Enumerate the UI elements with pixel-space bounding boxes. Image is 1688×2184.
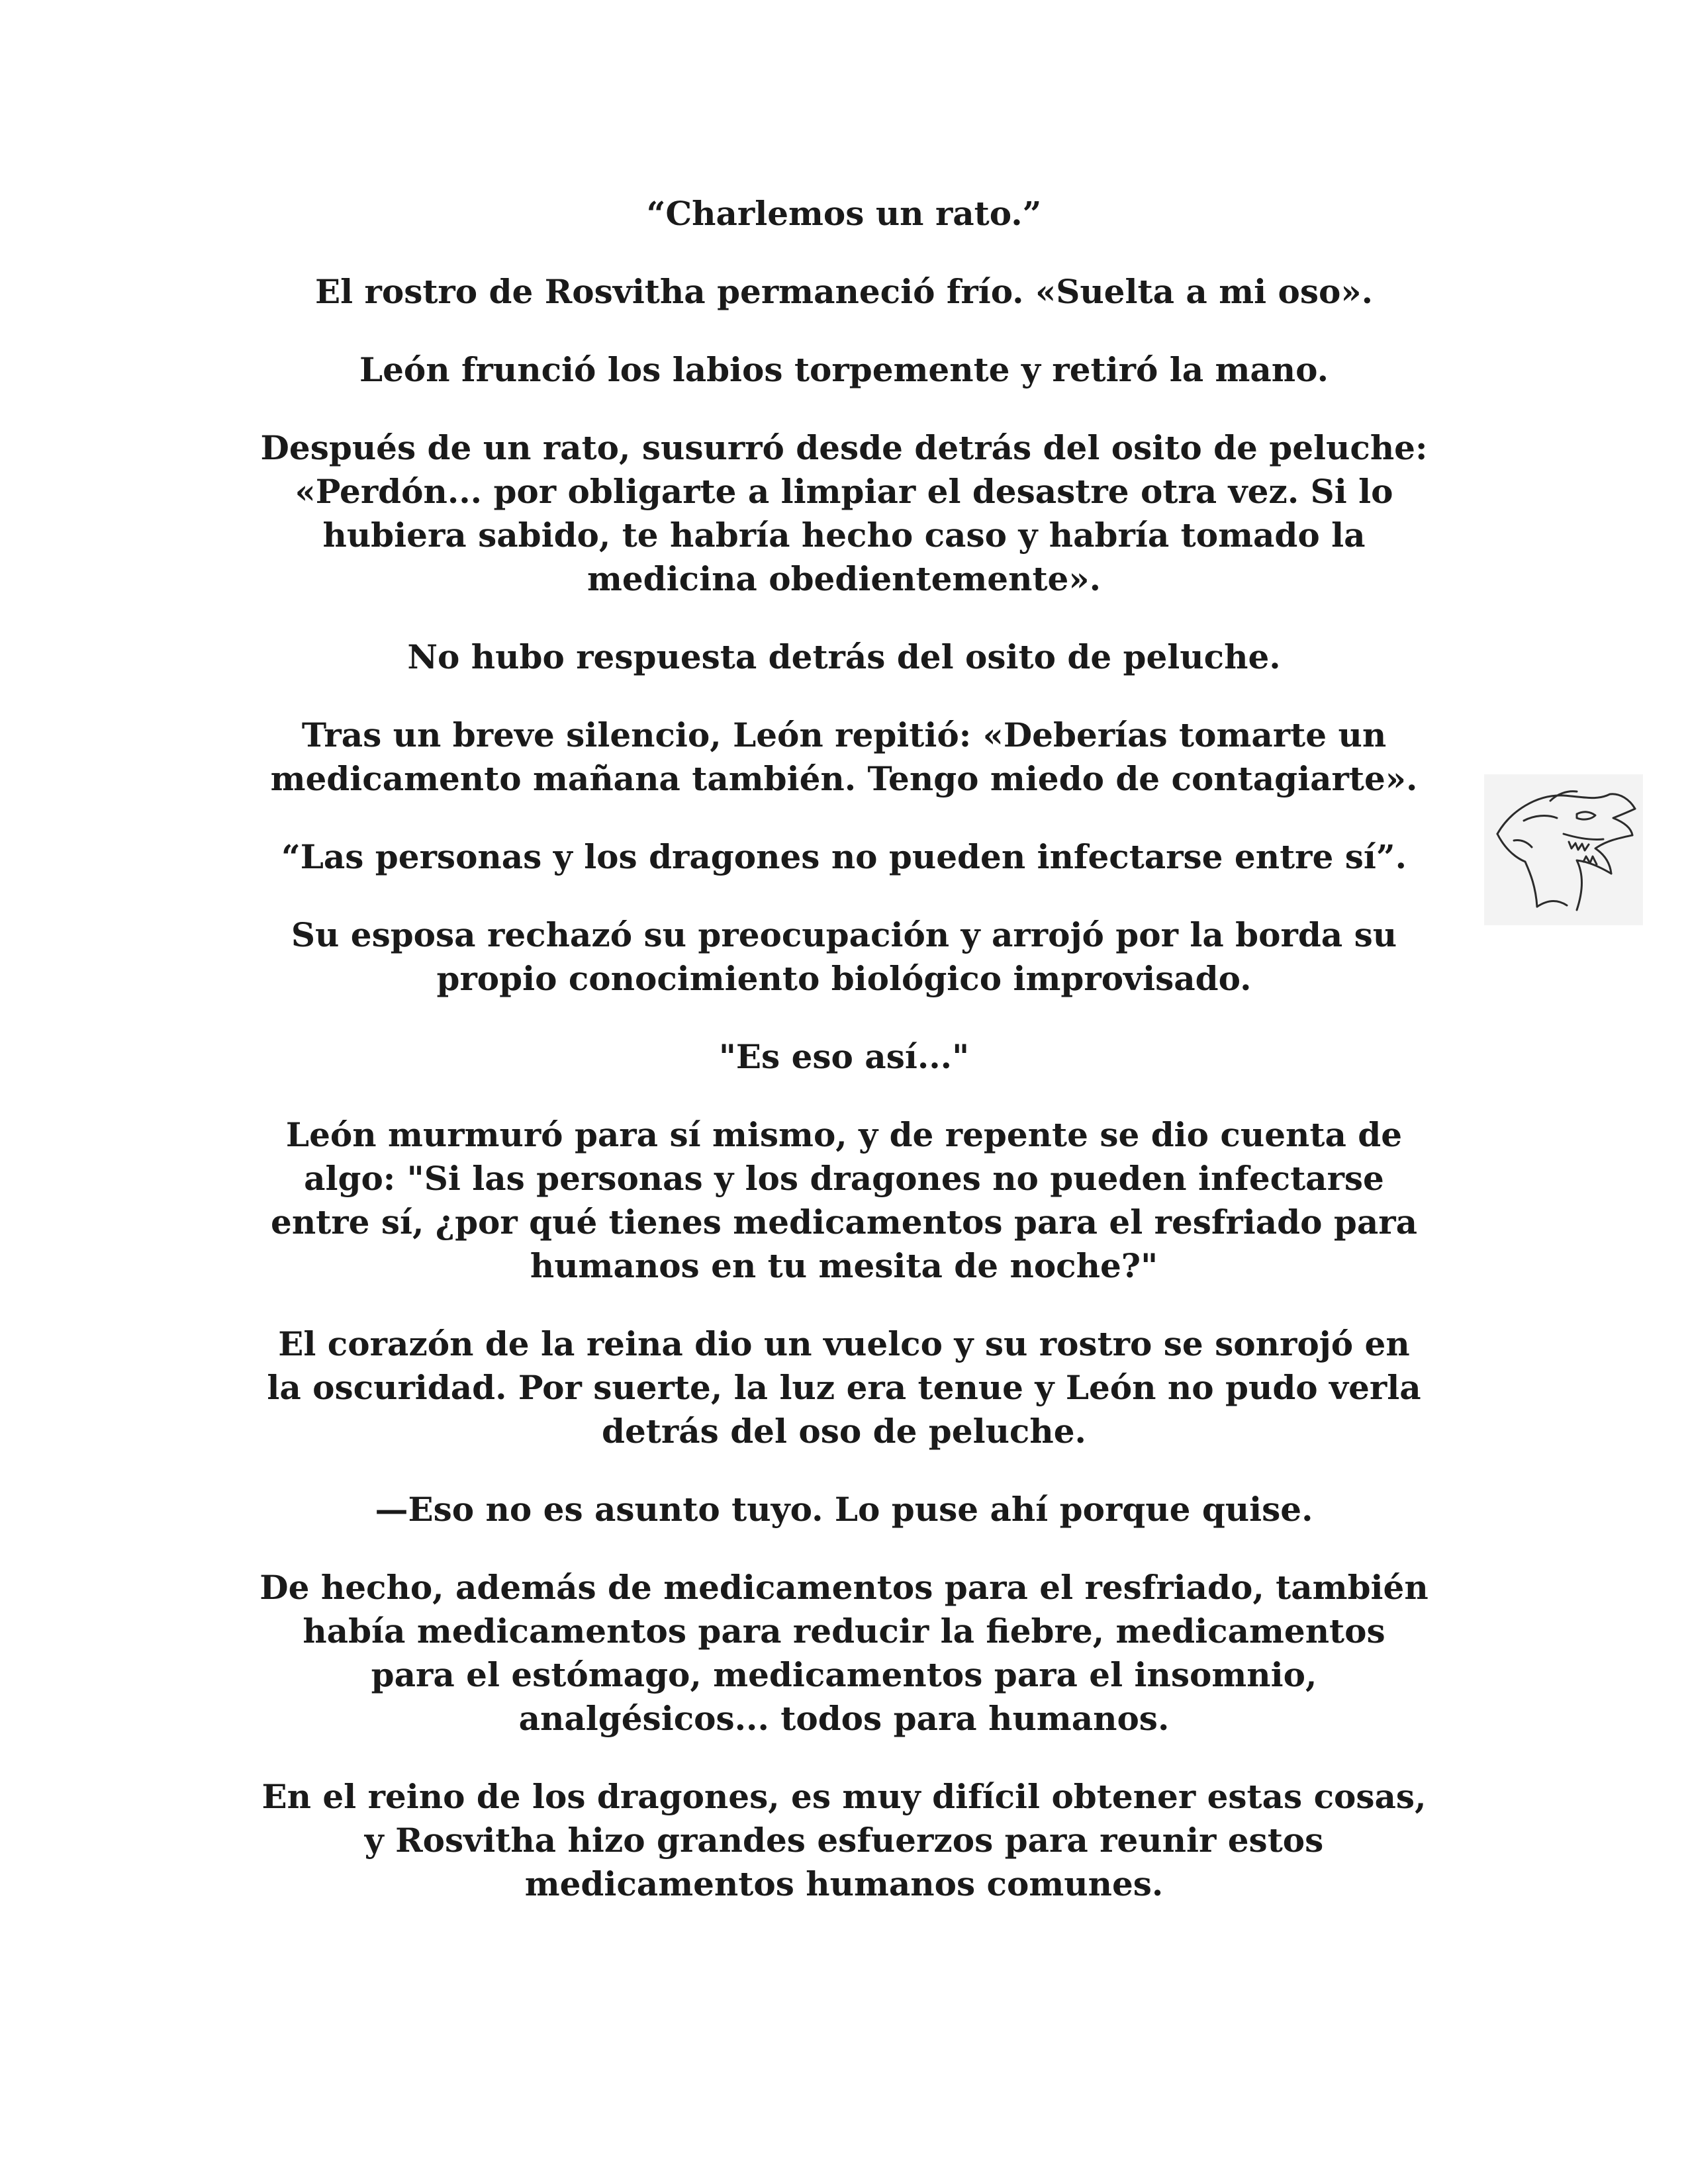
text-line: entre sí, ¿por qué tienes medicamentos para el resfriado para	[271, 1203, 1417, 1242]
paragraph	[218, 1035, 1470, 1079]
paragraph	[218, 1488, 1470, 1531]
paragraph	[218, 426, 1470, 601]
text-line: De hecho, además de medicamentos para el resfriado, también	[259, 1568, 1429, 1607]
text-line: la oscuridad. Por suerte, la luz era tenue y León no pudo verla	[267, 1368, 1421, 1407]
paragraph	[218, 1113, 1470, 1288]
text-line: —Eso no es asunto tuyo. Lo puse ahí porque quise.	[375, 1490, 1313, 1529]
text-line: Su esposa rechazó su preocupación y arrojó por la borda su	[291, 915, 1397, 954]
text-line: No hubo respuesta detrás del osito de peluche.	[407, 637, 1281, 676]
text-line: En el reino de los dragones, es muy difícil obtener estas cosas,	[261, 1777, 1427, 1816]
text-line: medicamentos humanos comunes.	[524, 1864, 1164, 1903]
text-line: y Rosvitha hizo grandes esfuerzos para reunir estos	[364, 1821, 1324, 1860]
text-line: “Las personas y los dragones no pueden infectarse entre sí”.	[281, 837, 1407, 876]
text-line: analgésicos... todos para humanos.	[518, 1699, 1170, 1738]
text-line: para el estómago, medicamentos para el insomnio,	[371, 1655, 1317, 1694]
text-line: El corazón de la reina dio un vuelco y su rostro se sonrojó en	[278, 1324, 1410, 1363]
text-line: detrás del oso de peluche.	[602, 1412, 1086, 1451]
dragon-sketch-drawing	[1484, 774, 1643, 925]
text-line: El rostro de Rosvitha permaneció frío. «Suelta a mi oso».	[314, 272, 1374, 311]
paragraph	[218, 913, 1470, 1001]
text-line: propio conocimiento biológico improvisado.	[436, 959, 1252, 998]
text-line: León frunció los labios torpemente y retiró la mano.	[359, 350, 1329, 389]
text-line: algo: "Si las personas y los dragones no pueden infectarse	[304, 1159, 1384, 1198]
paragraph	[218, 348, 1470, 392]
paragraph	[218, 192, 1470, 236]
paragraph	[218, 1322, 1470, 1453]
text-line: León murmuró para sí mismo, y de repente se dio cuenta de	[285, 1115, 1403, 1154]
dragon-head-sketch-icon	[1484, 774, 1643, 925]
paragraph	[218, 835, 1470, 879]
paragraph	[218, 713, 1470, 801]
paragraph	[218, 1566, 1470, 1741]
text-line: había medicamentos para reducir la fiebre, medicamentos	[303, 1612, 1385, 1651]
text-line: “Charlemos un rato.”	[646, 194, 1042, 233]
paragraph	[218, 1775, 1470, 1906]
paragraph	[218, 270, 1470, 314]
text-line: medicamento mañana también. Tengo miedo de contagiarte».	[270, 759, 1418, 798]
text-line: Tras un breve silencio, León repitió: «Deberías tomarte un	[301, 715, 1387, 754]
text-line: medicina obedientemente».	[586, 559, 1102, 598]
text-line: hubiera sabido, te habría hecho caso y habría tomado la	[322, 516, 1366, 555]
text-line: "Es eso así..."	[718, 1037, 970, 1076]
story-text	[218, 192, 1470, 1940]
text-line: Después de un rato, susurró desde detrás del osito de peluche:	[260, 428, 1428, 467]
paragraph	[218, 635, 1470, 679]
text-line: «Perdón... por obligarte a limpiar el desastre otra vez. Si lo	[295, 472, 1393, 511]
text-line: humanos en tu mesita de noche?"	[530, 1246, 1158, 1285]
